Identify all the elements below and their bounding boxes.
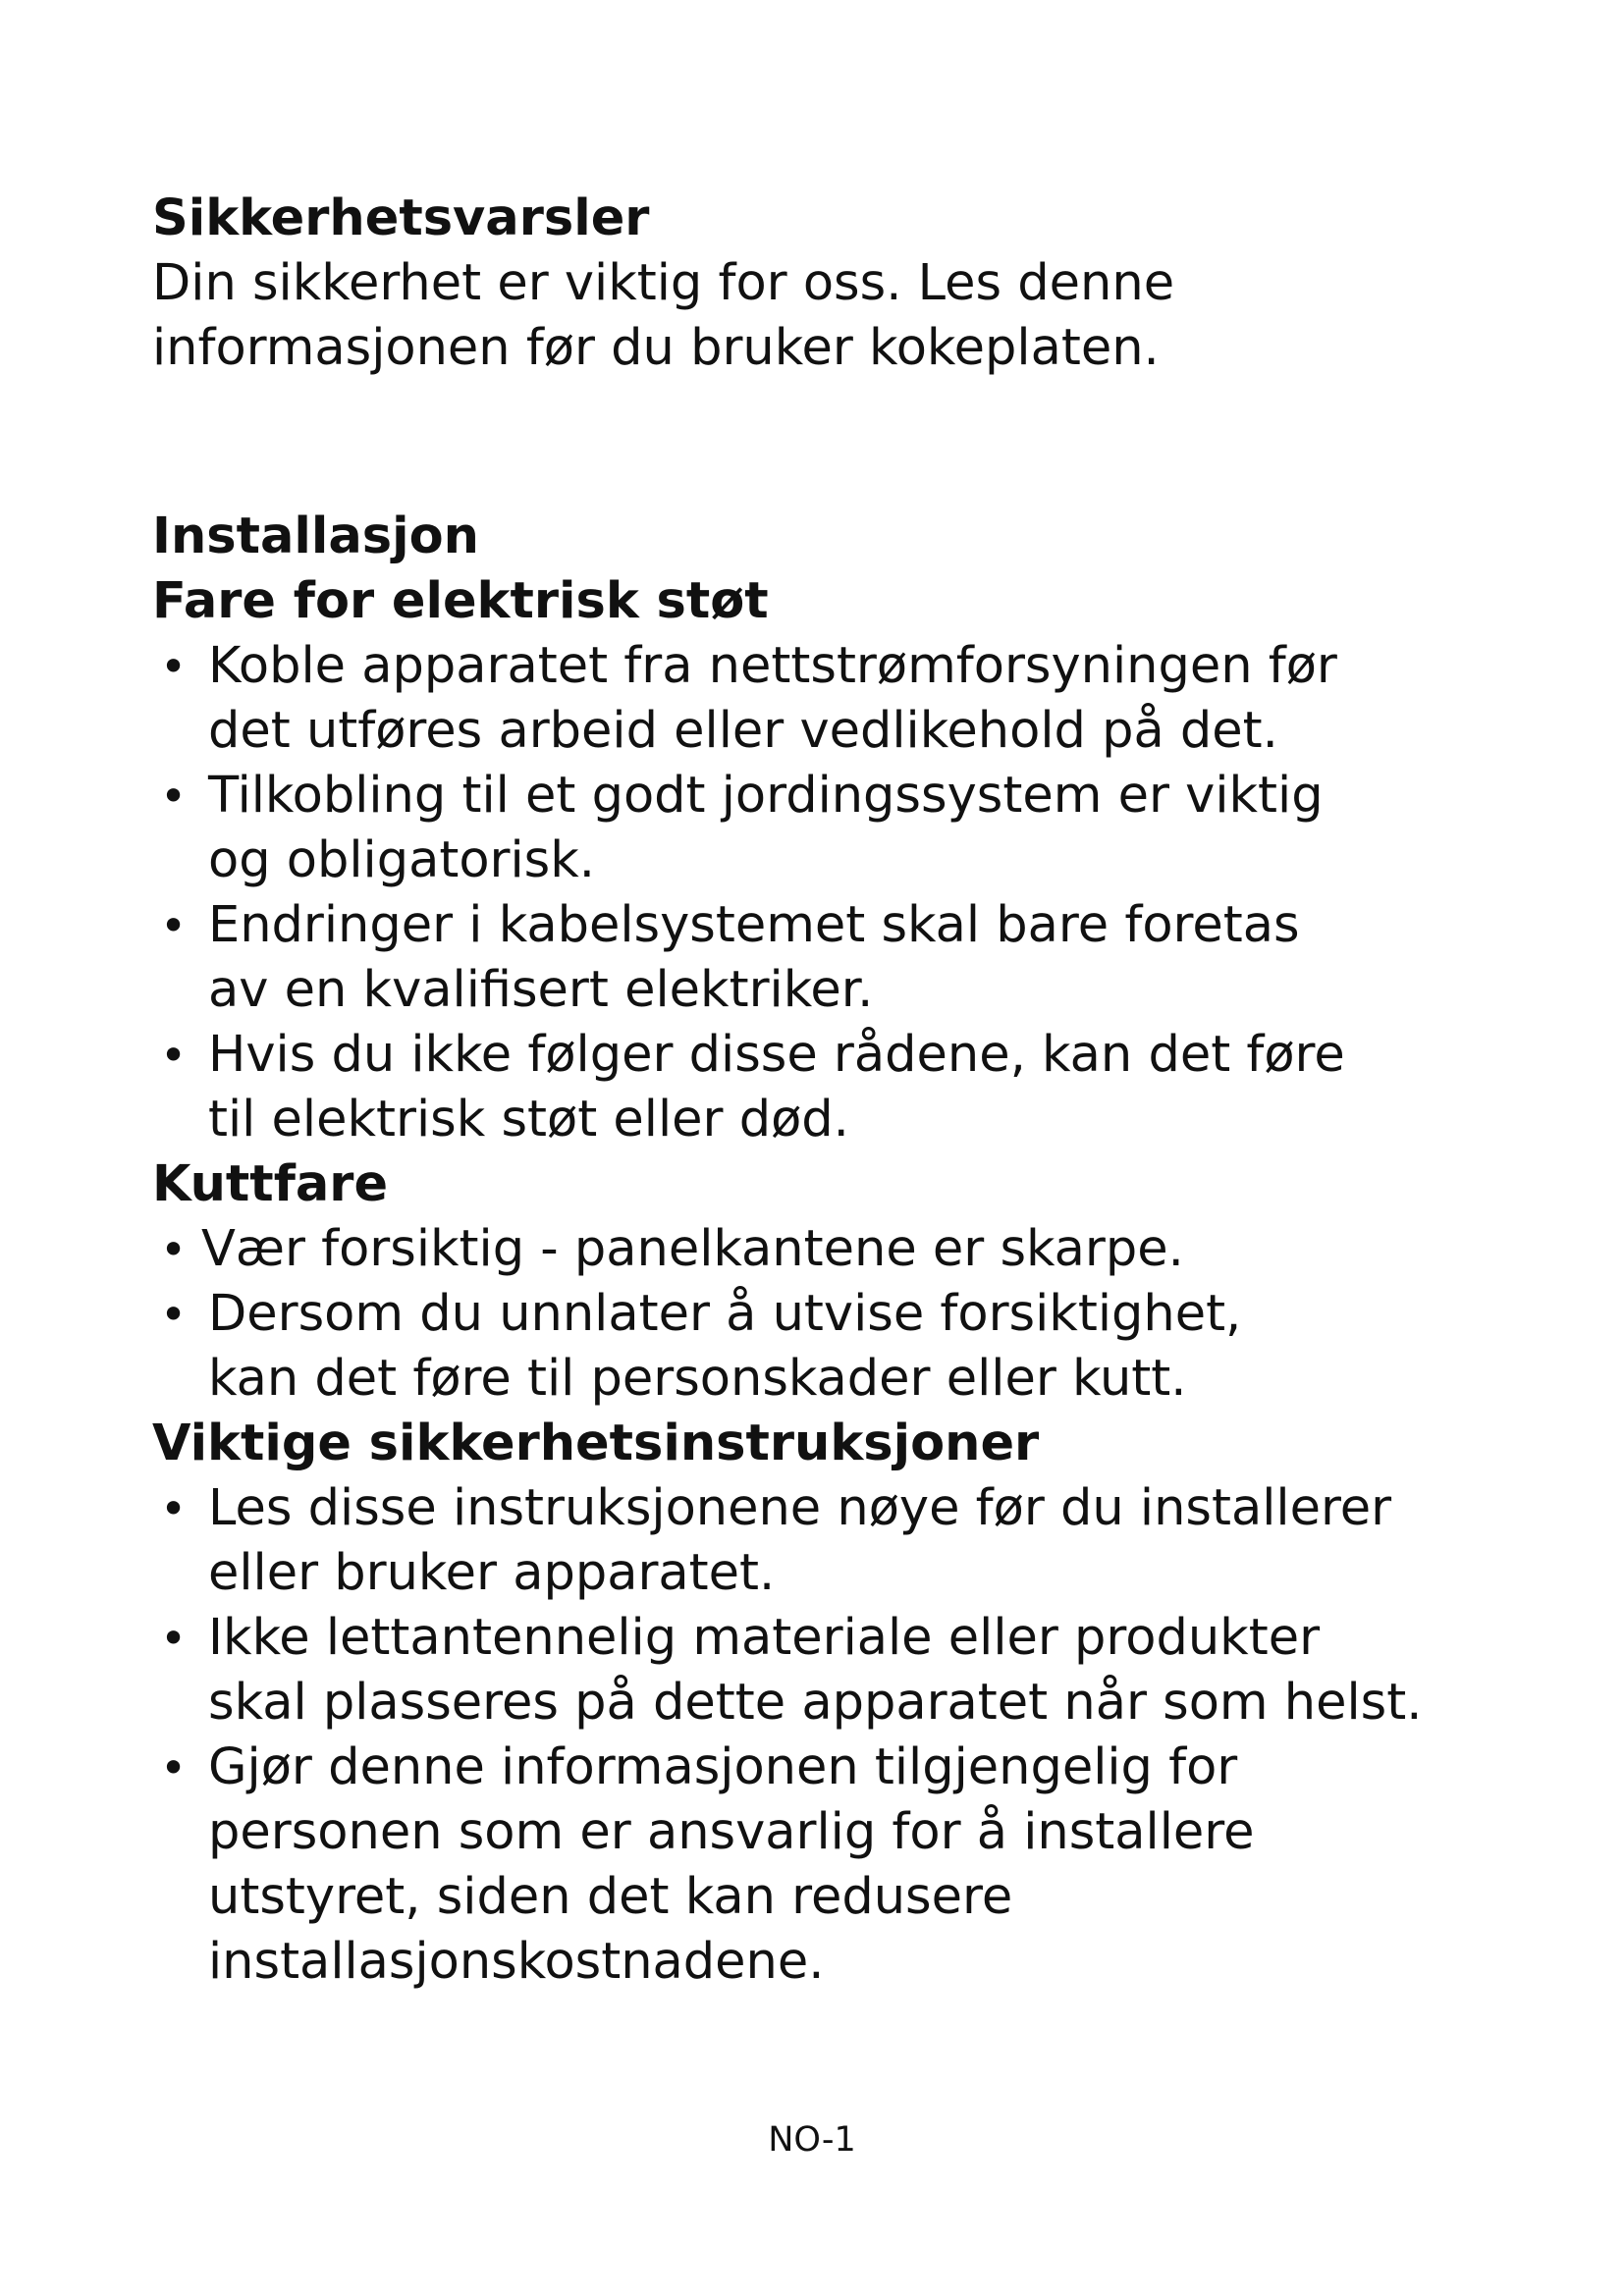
- cut-hazard-list: [152, 1217, 1527, 1412]
- intro-line: Din sikkerhet er viktig for oss. Les denne: [152, 254, 1175, 312]
- list-item: [152, 764, 1527, 893]
- bullet-icon: •: [160, 1482, 188, 1535]
- bullet-icon: •: [160, 1288, 188, 1341]
- list-item-line: Hvis du ikke følger disse rådene, kan det føre: [208, 1026, 1345, 1084]
- list-item: [152, 1217, 1527, 1282]
- important-safety-list: [152, 1476, 1527, 1995]
- list-item: [152, 634, 1527, 764]
- list-item: [152, 893, 1527, 1023]
- electric-shock-list: [152, 634, 1527, 1152]
- bullet-icon: •: [160, 1612, 188, 1665]
- page-number: NO-1: [768, 2120, 856, 2160]
- spacer: [152, 381, 1527, 505]
- list-item: [152, 1606, 1527, 1735]
- bullet-icon: •: [160, 1029, 188, 1082]
- list-item-line: og obligatorisk.: [208, 831, 595, 889]
- list-item: [152, 1282, 1527, 1412]
- page-content: [152, 187, 1527, 1995]
- list-item-line: skal plasseres på dette apparatet når som helst.: [208, 1674, 1423, 1732]
- list-item-line: Ikke lettantennelig materiale eller produkter: [208, 1609, 1321, 1667]
- list-item: [152, 1023, 1527, 1152]
- bullet-icon: •: [160, 1223, 188, 1276]
- subsection-title-important-safety: Viktige sikkerhetsinstruksjoner: [152, 1415, 1040, 1472]
- section-title-installation: Installasjon: [152, 507, 479, 565]
- list-item-line: Koble apparatet fra nettstrømforsyningen før: [208, 637, 1337, 695]
- list-item: [152, 1735, 1527, 1995]
- list-item-line: det utføres arbeid eller vedlikehold på det.: [208, 702, 1278, 760]
- list-item-line: til elektrisk støt eller død.: [208, 1091, 849, 1148]
- list-item-line: installasjonskostnadene.: [208, 1933, 825, 1991]
- bullet-icon: •: [160, 899, 188, 952]
- list-item-line: Dersom du unnlater å utvise forsiktighet,: [208, 1285, 1242, 1343]
- list-item-line: Tilkobling til et godt jordingssystem er viktig: [208, 767, 1324, 825]
- list-item-line: utstyret, siden det kan redusere: [208, 1868, 1013, 1926]
- list-item-line: eller bruker apparatet.: [208, 1544, 776, 1602]
- list-item-line: Vær forsiktig - panelkantene er skarpe.: [201, 1220, 1184, 1278]
- subsection-title-electric-shock: Fare for elektrisk støt: [152, 572, 769, 630]
- list-item: [152, 1476, 1527, 1606]
- section-title-safety-warnings: Sikkerhetsvarsler: [152, 189, 650, 247]
- list-item-line: personen som er ansvarlig for å installere: [208, 1803, 1255, 1861]
- intro-line: informasjonen før du bruker kokeplaten.: [152, 319, 1160, 377]
- bullet-icon: •: [160, 640, 188, 693]
- list-item-line: kan det føre til personskader eller kutt.: [208, 1350, 1187, 1408]
- list-item-line: Les disse instruksjonene nøye før du installerer: [208, 1479, 1392, 1537]
- list-item-line: av en kvalifisert elektriker.: [208, 961, 874, 1019]
- bullet-icon: •: [160, 1741, 188, 1794]
- list-item-line: Gjør denne informasjonen tilgjengelig for: [208, 1738, 1238, 1796]
- bullet-icon: •: [160, 770, 188, 823]
- subsection-title-cut-hazard: Kuttfare: [152, 1155, 389, 1213]
- list-item-line: Endringer i kabelsystemet skal bare foretas: [208, 896, 1300, 954]
- intro-paragraph: [152, 251, 1527, 381]
